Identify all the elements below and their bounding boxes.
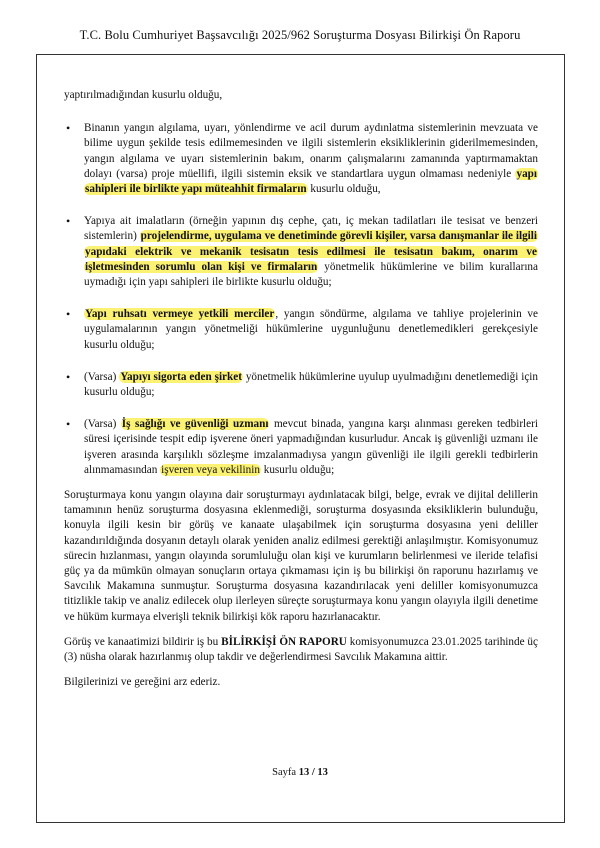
page-label: Sayfa [272,767,297,778]
bullet-item: • Binanın yangın algılama, uyarı, yönlendirme ve acil durum aydınlatma sistemlerinin mevzuata ve bilime uygun şekilde tesis edilmemesinden ve ilgili sistemlerin eksikliklerinin giderilmemesinden, yangın algılama ve uyarı sistemlerinin bakım, onarım çalışmalarını zamanında yaptırmamaktan dolayı (varsa) proje müellifi, ilgili sistemin eksik ve standartlara uygun olmaması nedeniyle yapı sahipleri ile birlikte yapı müteahhit firmaların kusurlu olduğu, [64,121,538,197]
highlighted-text: işveren veya vekilinin [161,463,260,476]
highlighted-text: Yapıyı sigorta eden şirket [120,370,242,383]
bullet-item: • Yapıya ait imalatların (örneğin yapının dış cephe, çatı, iç mekan tadilatları ile tesisat ve benzeri sistemlerin) projelendirme, uygulama ve denetiminde görevli kişiler, varsa danışmanlar ile ilgili yapıdaki elektrik ve mekanik tesisatın tesis edilmesi ile tesisatın bakım, onarım ve işletmesinden sorumlu olan kişi ve firmaların yönetmelik hükümlerine ve bilim kurallarına uymadığı için yapı sahipleri ile birlikte kusurlu olduğu; [64,214,538,290]
bullet-item: • Yapı ruhsatı vermeye yetkili merciler, yangın söndürme, algılama ve tahliye projelerinin ve uygulamalarının yangın yönetmeliği hükümlerine uygunluğunu denetlemedikleri gerekçesiyle kusurlu olduğu; [64,307,538,353]
highlighted-text: projelendirme, uygulama ve denetiminde görevli kişiler, varsa danışmanlar ile ilgili yapıdaki elektrik ve mekanik tesisatın tesis edilmesi ile tesisatın bakım, onarım ve işletmesinden sorumlu olan kişi ve firmaların [85,230,537,273]
highlighted-text: Yapı ruhsatı vermeye yetkili merciler [85,308,275,321]
page-number: 13 / 13 [298,767,328,778]
report-title-bold: BİLİRKİŞİ ÖN RAPORU [221,635,347,648]
closing-line: Bilgilerinizi ve gereğini arz ederiz. [64,676,221,689]
page-header: T.C. Bolu Cumhuriyet Başsavcılığı 2025/962 Soruşturma Dosyası Bilirkişi Ön Raporu [79,28,521,42]
body-paragraph: Soruşturmaya konu yangın olayına dair soruşturmayı aydınlatacak bilgi, belge, evrak ve dijital delillerin tamamının henüz soruşturma dosyasına eklenmediği, soruşturma dosyasında eksikliklerin bulunduğu, konuyla ilgili kesin bir görüş ve kanaate ulaşabilmek için soruşturma dosyasına yeni deliller kazandırıldığında dosyanın detaylı olarak yeniden analiz edilmesi gerektiği anlaşılmıştır. Komisyonumuz sürecin hızlanması, yangın olayında sorumluluğu olan kişi ve kurumların belirlenmesi ve ileride telafisi güç ya da mümkün olmayan sonuçların ortaya çıkmaması için iş bu bilirkişi ön raporunu hazırlamış ve Savcılık Makamına sunmuştur. Soruşturma dosyasına kazandırılacak yeni deliller komisyonumuzca titizlikle takip ve analiz edilecek olup ilerleyen süreçte soruşturmaya konu yangın olayıyla ilgili denetime ve hüküm kurmaya elverişli teknik bilirkişi kök raporu hazırlanacaktır. [64,489,538,623]
lead-line: yaptırılmadığından kusurlu olduğu, [64,89,223,101]
document-body [64,88,538,691]
highlighted-text: İş sağlığı ve güvenliği uzmanı [121,418,269,431]
body-paragraph: Görüş ve kanaatimizi bildirir iş bu BİLİRKİŞİ ÖN RAPORU komisyonumuzca 23.01.2025 tarihinde üç (3) nüsha olarak hazırlanmış olup takdir ve değerlendirmesi Savcılık Makamına aittir. [64,635,538,664]
page-footer [0,767,600,778]
bullet-item: • (Varsa) Yapıyı sigorta eden şirket yönetmelik hükümlerine uyulup uyulmadığını denetlemediği için kusurlu olduğu; [64,370,538,400]
bullet-item: • (Varsa) İş sağlığı ve güvenliği uzmanı mevcut binada, yangına karşı alınması gereken tedbirleri süresi içerisinde tespit edip işverene öneri yapmadığından kusurludur. Ancak iş güvenliği uzmanı ile işveren arasında karşılıklı sözleşme imzalanmadıysa yangın güvenliği ile ilgili gerekli tedbirlerin alınmamasından işveren veya vekilinin kusurlu olduğu; [64,417,538,478]
highlighted-text: yapı sahipleri ile birlikte yapı müteahhit firmaların [85,167,537,196]
